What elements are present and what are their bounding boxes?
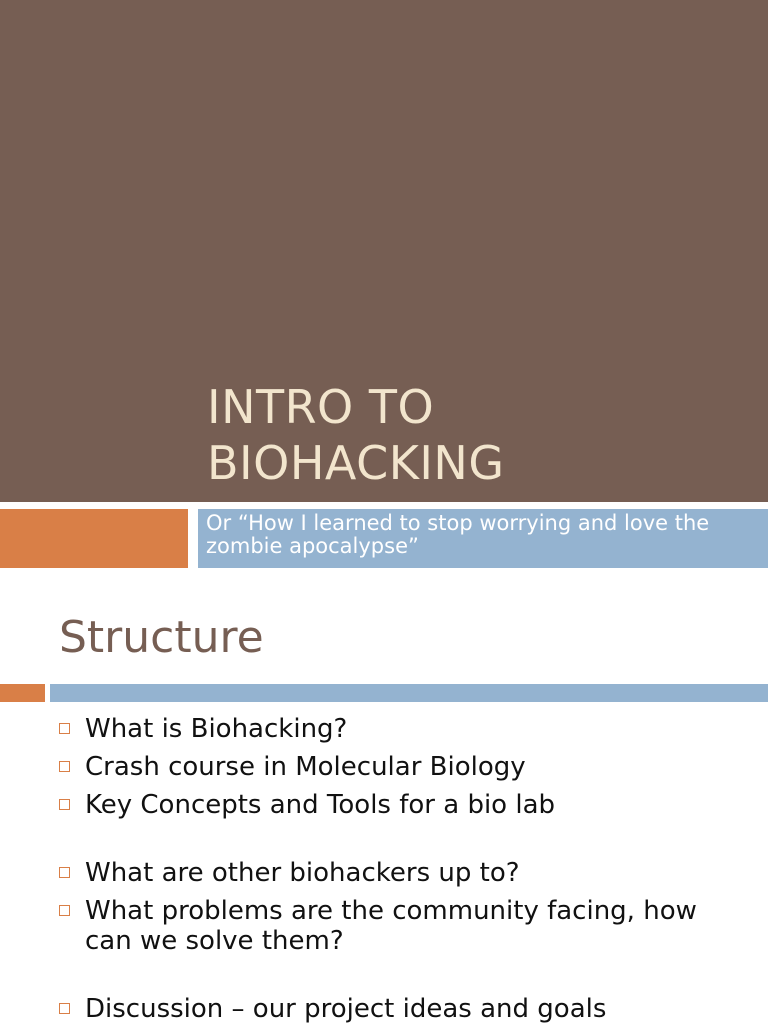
slide-title-line-2: BIOHACKING — [207, 436, 505, 490]
slide-subtitle: Or “How I learned to stop worrying and love the zombie apocalypse” — [206, 511, 710, 558]
orange-accent-bar — [0, 684, 45, 702]
subtitle-banner — [198, 509, 768, 568]
square-bullet-icon — [59, 867, 70, 878]
square-bullet-icon — [59, 761, 70, 772]
slide-title-line-1: INTRO TO — [207, 380, 435, 434]
list-item — [59, 714, 749, 744]
blue-accent-bar — [50, 684, 768, 702]
square-bullet-icon — [59, 905, 70, 916]
square-bullet-icon — [59, 799, 70, 810]
square-bullet-icon — [59, 723, 70, 734]
list-item-text: What is Biohacking? — [85, 714, 348, 744]
bullet-list — [59, 714, 749, 1024]
list-item-text: Key Concepts and Tools for a bio lab — [85, 790, 556, 820]
content-slide-title: Structure — [59, 612, 264, 663]
list-item-text: Discussion – our project ideas and goals — [85, 994, 607, 1024]
list-item — [59, 790, 749, 820]
list-item — [59, 896, 749, 956]
list-item — [59, 994, 749, 1024]
list-item-text: Crash course in Molecular Biology — [85, 752, 526, 782]
content-slide — [0, 576, 768, 1024]
list-item-text: What are other biohackers up to? — [85, 858, 520, 888]
slide-title — [207, 379, 747, 491]
square-bullet-icon — [59, 1003, 70, 1014]
list-item — [59, 752, 749, 782]
orange-accent-block — [0, 509, 188, 568]
list-item-text: What problems are the community facing, how can we solve them? — [85, 896, 697, 956]
list-item — [59, 858, 749, 888]
